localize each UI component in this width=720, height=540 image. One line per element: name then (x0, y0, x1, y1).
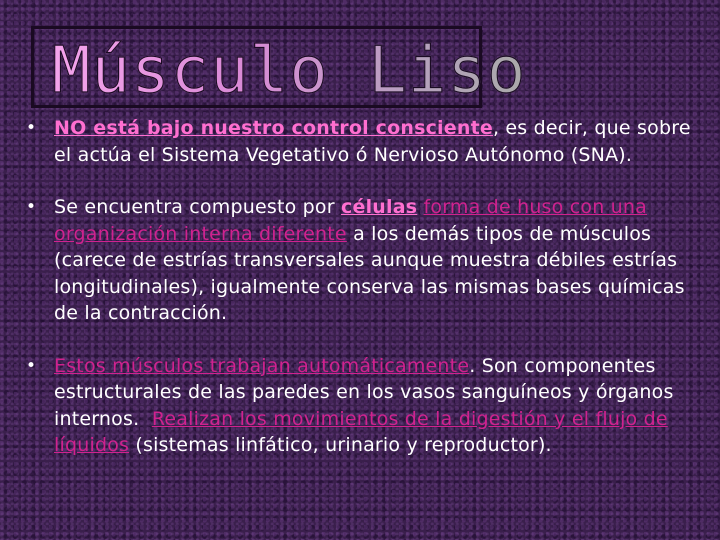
bullet-dot-icon: • (26, 197, 37, 217)
bullet-text: , es decir, que sobre el actúa el Sistema Vegetativo ó Nervioso Autónomo (SNA). (54, 117, 691, 166)
bullet-text: (sistemas linfático, urinario y reproductor). (129, 434, 552, 456)
bullet-dot-icon: • (26, 118, 37, 138)
bullet-list (26, 115, 706, 459)
bullet-dot-icon: • (26, 355, 37, 376)
bullet-item-3 (26, 353, 706, 459)
bullet-text: . Son componentes estructurales de las paredes en los vasos sanguíneos y órganos internos. (54, 354, 680, 430)
bullet-text: Se encuentra compuesto por (54, 196, 342, 218)
movimientos-digestion-link[interactable]: Realizan los movimientos de la digestión y el flujo de líquidos (54, 407, 668, 456)
bullet-item-2 (26, 194, 706, 327)
trabajan-automaticamente-link[interactable]: Estos músculos trabajan automáticamente (54, 354, 470, 377)
celulas-link[interactable]: células (341, 196, 418, 218)
control-consciente-link[interactable]: NO está bajo nuestro control consciente (54, 117, 493, 139)
bullet-text: a los demás tipos de músculos (carece de estrías transversales aunque muestra débiles estrías longitudinales), igualmente conserva las mismas bases químicas de la contracción. (54, 222, 685, 324)
bullet-item-1 (26, 115, 706, 168)
slide-title: Músculo Liso (52, 34, 527, 108)
forma-de-huso-link[interactable]: forma de huso con una organización interna diferente (54, 196, 647, 245)
